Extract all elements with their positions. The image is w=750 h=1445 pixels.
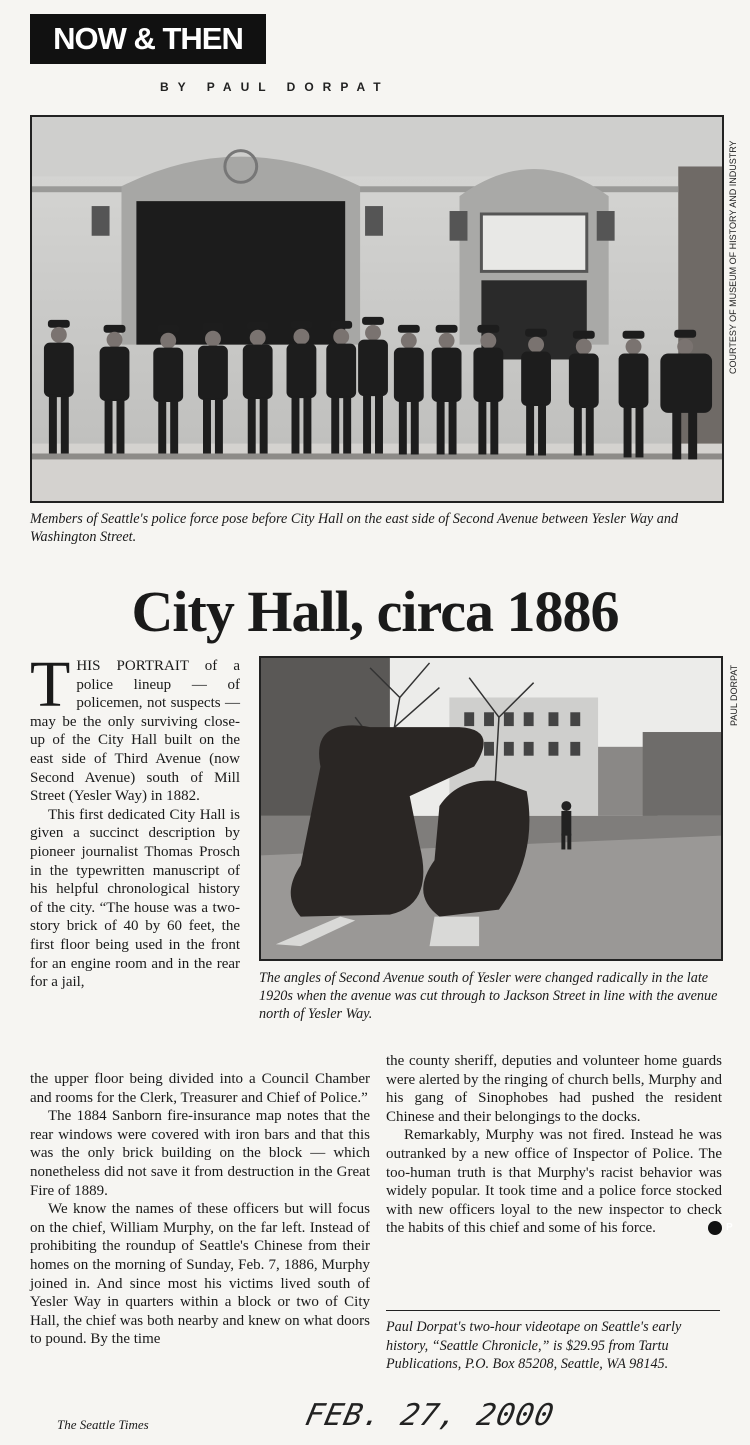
publication-name: The Seattle Times [57,1417,149,1432]
article-paragraph-4: We know the names of these officers but will focus on the chief, William Murphy, on the far left. Instead of prohibiting the roundup of Seattle's Chinese from their homes on the morning of Sunday, Feb. 7, 1886, Murphy joined in. And since most his victims lived south of Yesler Way in quarters within a block or two of City Hall, the chief was both nearby and knew on what doors to pound. By the time [30,1201,370,1348]
drop-cap: T [30,648,71,721]
photo-caption-mid: The angles of Second Avenue south of Yesler were changed radically in the late 1920s when the avenue was cut through to Jackson Street in line with the avenue north of Yesler Way. [259,970,718,1022]
article-paragraph-3: The 1884 Sanborn fire-insurance map notes that the rear windows were covered with iron bars and that this was the only brick building on the block — which nonetheless did not save it from destruction in the Great Fire of 1889. [30,1108,370,1199]
videotape-note: Paul Dorpat's two-hour videotape on Seattle's early history, “Seattle Chronicle,” is $29.95 from Tartu Publications, P.O. Box 85208, Seattle, WA 98145. [386,1319,682,1373]
article-paragraph-1: THIS PORTRAIT of a police lineup — of policemen, not suspects — may be the only surviving close-up of the City Hall built on the east side of Third Avenue (now Second Avenue) south of Mill Street (Yesler Way) in 1882. [30,648,240,805]
note-divider [386,1310,720,1311]
article-paragraph-2a: This first dedicated City Hall is given a succinct description by pioneer journalist Thomas Prosch in the typewritten manuscript of his helpful chronological history of the city. “The house was a two-story brick of 40 by 60 feet, the first floor being used in the front for an engine room and in the rear for a jail, [30,806,240,991]
article-paragraph-2b: the upper floor being divided into a Council Chamber and rooms for the Clerk, Treasurer and Chief of Police.” [30,1071,370,1106]
photo-credit-museum: COURTESY OF MUSEUM OF HISTORY AND INDUSTRY [728,140,738,374]
section-banner: NOW & THEN [30,14,266,64]
article-paragraph-6: Remarkably, Murphy was not fired. Instead he was outranked by a new office of Inspector of Police. The too-human truth is that Murphy's racist behavior was widely popular. It took time and a police force stocked with new officers loyal to the new inspector to check the habits of this chief and some of his force. P [386,1127,733,1237]
article-paragraph-5: the county sheriff, deputies and volunteer home guards were alerted by the ringing of church bells, Murphy and his gang of Sinophobes had pushed the resident Chinese and their belongings to the docks. [386,1053,722,1125]
handwritten-date: FEB. 27, 2000 [302,1398,558,1433]
photo-caption-top: Members of Seattle's police force pose before City Hall on the east side of Second Avenue between Yesler Way and Washington Street. [30,511,679,545]
second-avenue-photo [259,656,723,961]
headline: City Hall, circa 1886 [131,579,619,644]
photo-credit-dorpat: PAUL DORPAT [729,664,739,726]
article-column-left-top [30,648,240,992]
police-lineup-photo [30,115,724,503]
article-column-right [386,1052,733,1238]
end-mark-icon: P [708,1221,722,1235]
article-column-left-bottom [30,1070,370,1349]
byline: BY PAUL DORPAT [160,80,390,94]
